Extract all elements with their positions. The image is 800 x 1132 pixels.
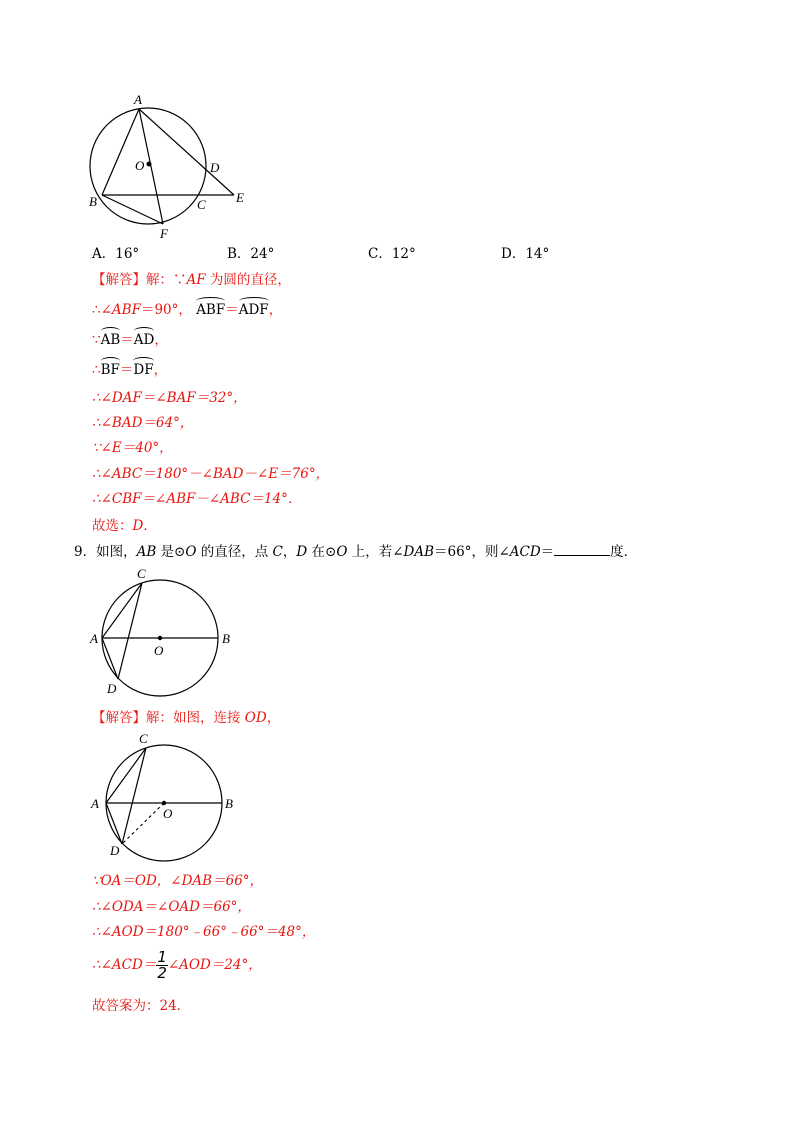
- answer-blank: [554, 543, 610, 556]
- label-a: A: [134, 92, 142, 107]
- label-d: D: [210, 160, 220, 175]
- label-b: B: [222, 631, 230, 646]
- figure-2-circle-diagram: [85, 562, 245, 702]
- figure-1-circle-diagram: [80, 88, 280, 248]
- choice-b: B．24°: [227, 246, 275, 262]
- segment-ac: [106, 748, 146, 803]
- label-d: D: [110, 843, 120, 858]
- arc-ab: AB: [101, 327, 121, 349]
- q8-answer-line-10: 故选：D．: [92, 518, 157, 534]
- label-c: C: [137, 566, 146, 581]
- label-f: F: [160, 226, 168, 241]
- choice-d: D．14°: [501, 246, 550, 262]
- segment-ab: [102, 109, 139, 195]
- choice-a: A．16°: [92, 246, 140, 262]
- arc-df: DF: [133, 357, 153, 379]
- q9-answer-line-2: ∵OA＝OD，∠DAB＝66°，: [92, 873, 264, 889]
- label-d: D: [107, 681, 117, 696]
- label-e: E: [236, 190, 244, 205]
- segment-ad: [106, 803, 122, 844]
- label-a: A: [90, 631, 98, 646]
- label-c: C: [139, 731, 148, 746]
- center-point: [147, 162, 152, 167]
- label-b: B: [89, 194, 97, 209]
- q8-answer-line-7: ∵∠E＝40°，: [92, 440, 173, 456]
- dashed-segment-od: [122, 803, 164, 844]
- segment-bf: [102, 195, 163, 224]
- q9-answer-line-5: ∴∠ACD＝ $\frac{1}{2}$ ∠AOD＝24°，: [92, 948, 262, 982]
- arc-bf: BF: [101, 357, 120, 379]
- q8-answer-line-3: ∵AB＝AD，: [92, 327, 168, 349]
- fraction-one-half: $\frac{1}{2}$: [157, 948, 167, 982]
- q9-answer-line-6: 故答案为：24．: [92, 998, 191, 1014]
- segment-cd: [118, 583, 142, 679]
- q9-answer-line-1: 【解答】解：如图，连接 OD，: [92, 710, 281, 726]
- label-o: O: [163, 806, 173, 821]
- q8-answer-line-8: ∴∠ABC＝180°－∠BAD－∠E＝76°，: [92, 466, 330, 482]
- figure-3-circle-diagram: [85, 727, 245, 867]
- arc-adf: ADF: [239, 297, 269, 319]
- choice-c: C．12°: [368, 246, 416, 262]
- center-point: [162, 801, 166, 805]
- q8-answer-line-1: 【解答】解：∵AF 为圆的直径，: [92, 272, 291, 288]
- q9-answer-line-4: ∴∠AOD＝180°﹣66°﹣66°＝48°，: [92, 924, 316, 940]
- segment-cd: [122, 748, 146, 844]
- q8-answer-line-6: ∴∠BAD＝64°，: [92, 415, 194, 431]
- segment-ad: [102, 638, 118, 679]
- q8-answer-line-5: ∴∠DAF＝∠BAF＝32°，: [92, 390, 247, 406]
- center-point: [158, 636, 162, 640]
- label-b: B: [225, 796, 233, 811]
- q8-answer-line-9: ∴∠CBF＝∠ABF－∠ABC＝14°．: [92, 491, 302, 507]
- label-o: O: [154, 643, 164, 658]
- q8-choices: [92, 245, 549, 263]
- q8-answer-line-2: ∴∠ABF＝90°， ABF＝ADF，: [92, 297, 282, 319]
- segment-ac: [102, 583, 142, 638]
- arc-ad: AD: [134, 327, 155, 349]
- label-c: C: [197, 197, 206, 212]
- label-a: A: [91, 796, 99, 811]
- label-o: O: [135, 158, 145, 173]
- q9-question: 9．如图，AB 是⊙O 的直径，点 C，D 在⊙O 上，若∠DAB＝66°，则∠ACD＝ 度．: [74, 544, 638, 560]
- q8-answer-line-4: ∴BF＝DF，: [92, 357, 167, 379]
- q9-answer-line-3: ∴∠ODA＝∠OAD＝66°，: [92, 899, 251, 915]
- arc-abf: ABF: [196, 297, 225, 319]
